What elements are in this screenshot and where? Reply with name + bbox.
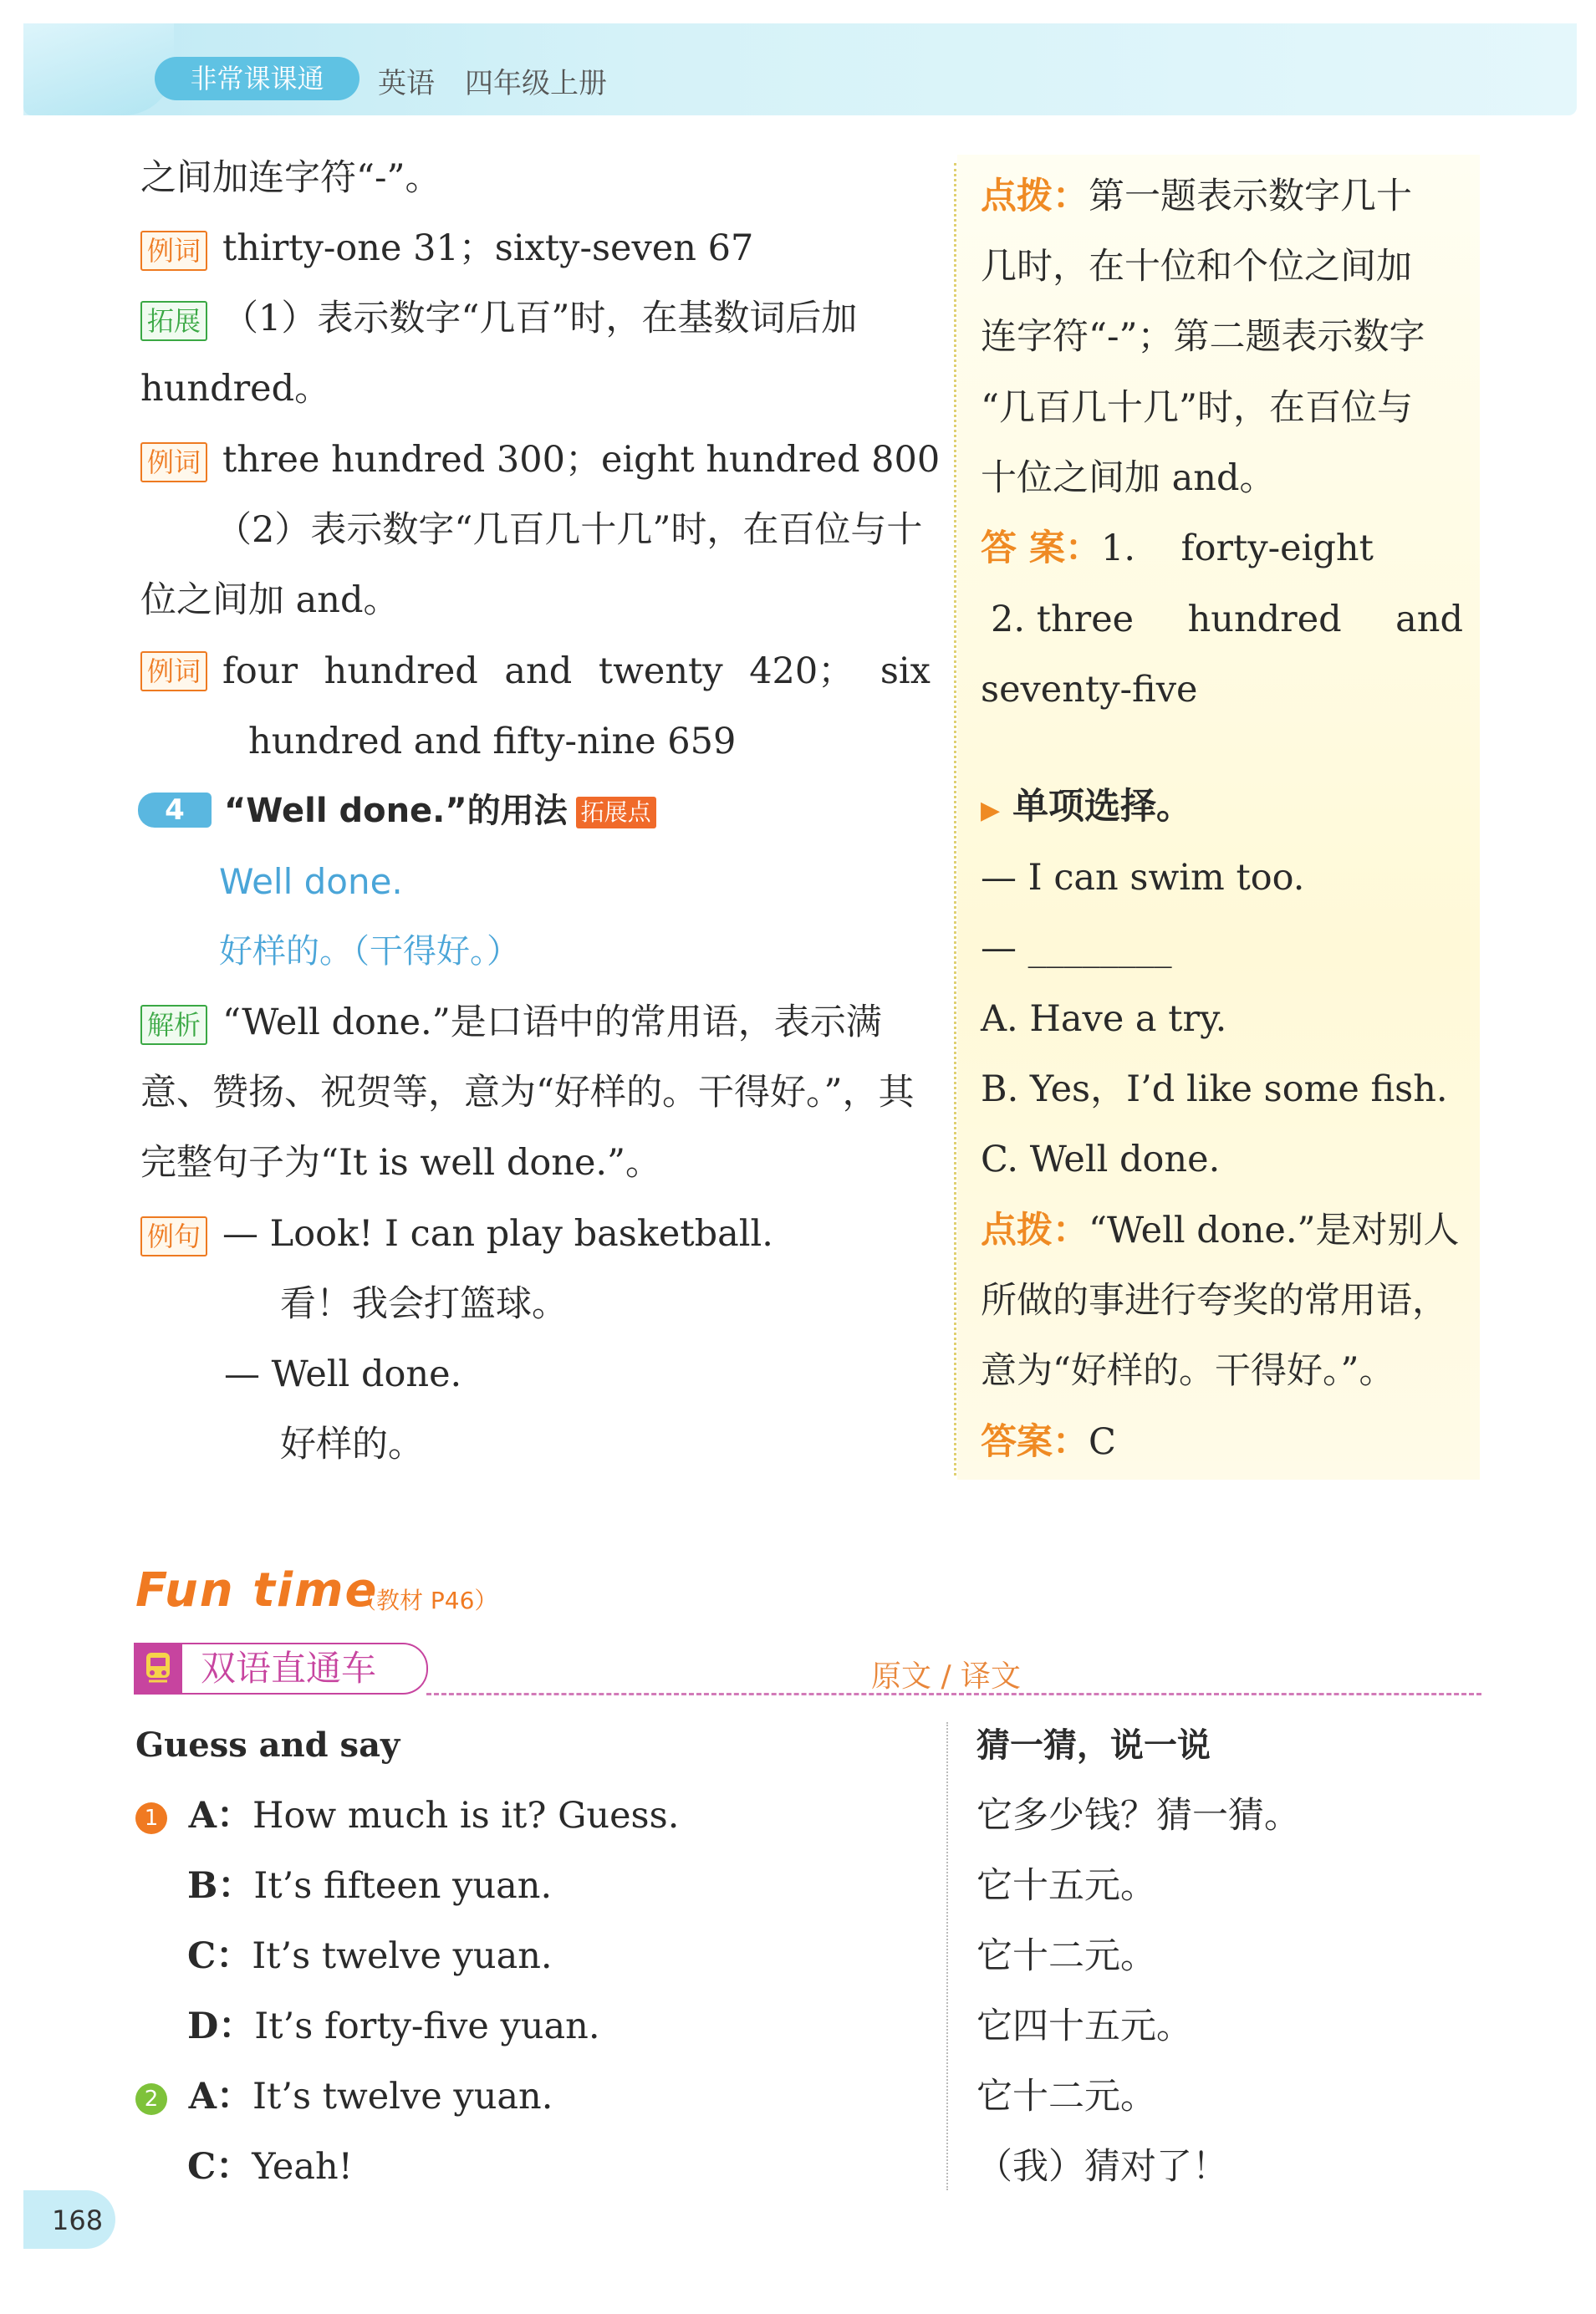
example-sentence-1-cn: 看！我会打篮球。 [280,1283,568,1325]
dialog-line-4: D：It’s forty-five yuan. [187,2006,600,2047]
translation-2: 它十五元。 [976,1865,1156,1907]
analysis-1: 解析 “Well done.”是口语中的常用语，表示满 [140,997,882,1047]
fun-time-title: Fun time [135,1563,379,1618]
translation-6: （我）猜对了！ [976,2146,1228,2188]
example-sentence-tag: 例句 [140,1216,207,1256]
example-sentence-2-cn: 好样的。 [280,1424,424,1465]
extension-tag: 拓展 [140,301,207,341]
dialog-line-5: 2 A：It’s twelve yuan. [135,2072,553,2122]
phrase-chinese: 好样的。（干得好。） [219,932,520,971]
translation-4: 它四十五元。 [976,2006,1192,2047]
section-number-badge: 4 [138,793,212,828]
answer-2: 2. three hundred and [991,599,1463,640]
triangle-icon: ▶ [981,796,1001,825]
mc-question-2: — ________ [981,927,1172,969]
tip-4: “几百几十几”时，在百位与 [981,387,1413,429]
train-icon [134,1643,182,1693]
translation-1: 它多少钱？猜一猜。 [976,1795,1300,1837]
extension-1 [140,293,857,344]
dialog-line-2: B：It’s fifteen yuan. [187,1865,553,1907]
heading-chinese: 猜一猜，说一说 [976,1726,1211,1765]
section-title: “Well done.”的用法 拓展点 [224,786,656,836]
tip2-2: 所做的事进行夸奖的常用语， [981,1280,1448,1322]
extension-text: （1）表示数字“几百”时，在基数词后加 [222,298,858,339]
dialog-line-1: 1 A：How much is it? Guess. [135,1791,679,1841]
tip2-3: 意为“好样的。干得好。”。 [981,1350,1395,1392]
analysis-tag: 解析 [140,1005,207,1045]
mc-option-a: A. Have a try. [981,998,1227,1040]
column-divider [954,163,956,1476]
example-tag: 例词 [140,651,207,691]
tip-1: 点拨：第一题表示数字几十 [981,176,1412,217]
tip-3: 连字符“-”；第二题表示数字 [981,316,1425,358]
mc-option-c: C. Well done. [981,1139,1221,1180]
translation-divider [946,1722,948,2190]
mc-title: ▶ 单项选择。 [981,786,1193,828]
dialog-line-6: C：Yeah! [187,2146,353,2188]
analysis-2: 意、赞扬、祝贺等，意为“好样的。干得好。”，其 [140,1072,915,1114]
example-tag: 例词 [140,231,207,271]
tip2-1: 点拨：“Well done.”是对别人 [981,1210,1460,1251]
tip-2: 几时，在十位和个位之间加 [981,246,1412,288]
extension-1b: hundred。 [140,368,331,410]
example-sentence-2: — Well done. [224,1353,462,1395]
mc-question-1: — I can swim too. [981,857,1305,899]
translation-3: 它十二元。 [976,1935,1156,1977]
example-words-3 [140,646,931,696]
number-circle-1: 1 [135,1802,167,1834]
example-text: thirty-one 31；sixty-seven 67 [222,227,754,269]
number-circle-2: 2 [135,2083,167,2115]
phrase-english: Well done. [219,861,403,902]
extension-2: （2）表示数字“几百几十几”时，在百位与十 [216,509,923,551]
analysis-3: 完整句子为“It is well done.”。 [140,1142,662,1184]
example-tag: 例词 [140,442,207,482]
example-words-1 [140,223,753,273]
answer-2b: seventy-five [981,669,1198,711]
grade-label: 四年级上册 [465,67,607,100]
bilingual-label: 双语直通车 [201,1648,377,1689]
answer-1: 答 案：1. forty-eight [981,528,1374,569]
tip-5: 十位之间加 and。 [981,457,1276,499]
translation-5: 它十二元。 [976,2076,1156,2118]
dialog-line-3: C：It’s twelve yuan. [187,1935,553,1977]
series-badge: 非常课课通 [155,57,359,100]
extension-point-badge: 拓展点 [576,797,656,828]
extension-2b: 位之间加 and。 [140,579,400,621]
example-words-2 [140,435,940,485]
mc-option-b: B. Yes，I’d like some fish. [981,1068,1448,1110]
answer-final: 答案：C [981,1421,1116,1463]
example-text: four hundred and twenty 420； six [222,650,931,692]
example-text: three hundred 300；eight hundred 800 [222,439,941,481]
original-translation-label: 原文 / 译文 [871,1659,1022,1694]
subject-label: 英语 [378,67,435,100]
example-sentence-1: 例句 — Look! I can play basketball. [140,1209,773,1259]
textbook-page-ref: （教材 P46） [353,1587,498,1614]
example-words-3b: hundred and fifty-nine 659 [248,721,737,762]
heading-english: Guess and say [135,1725,400,1765]
page-number: 168 [52,2204,104,2236]
left-line-1: 之间加连字符“-”。 [140,157,441,199]
